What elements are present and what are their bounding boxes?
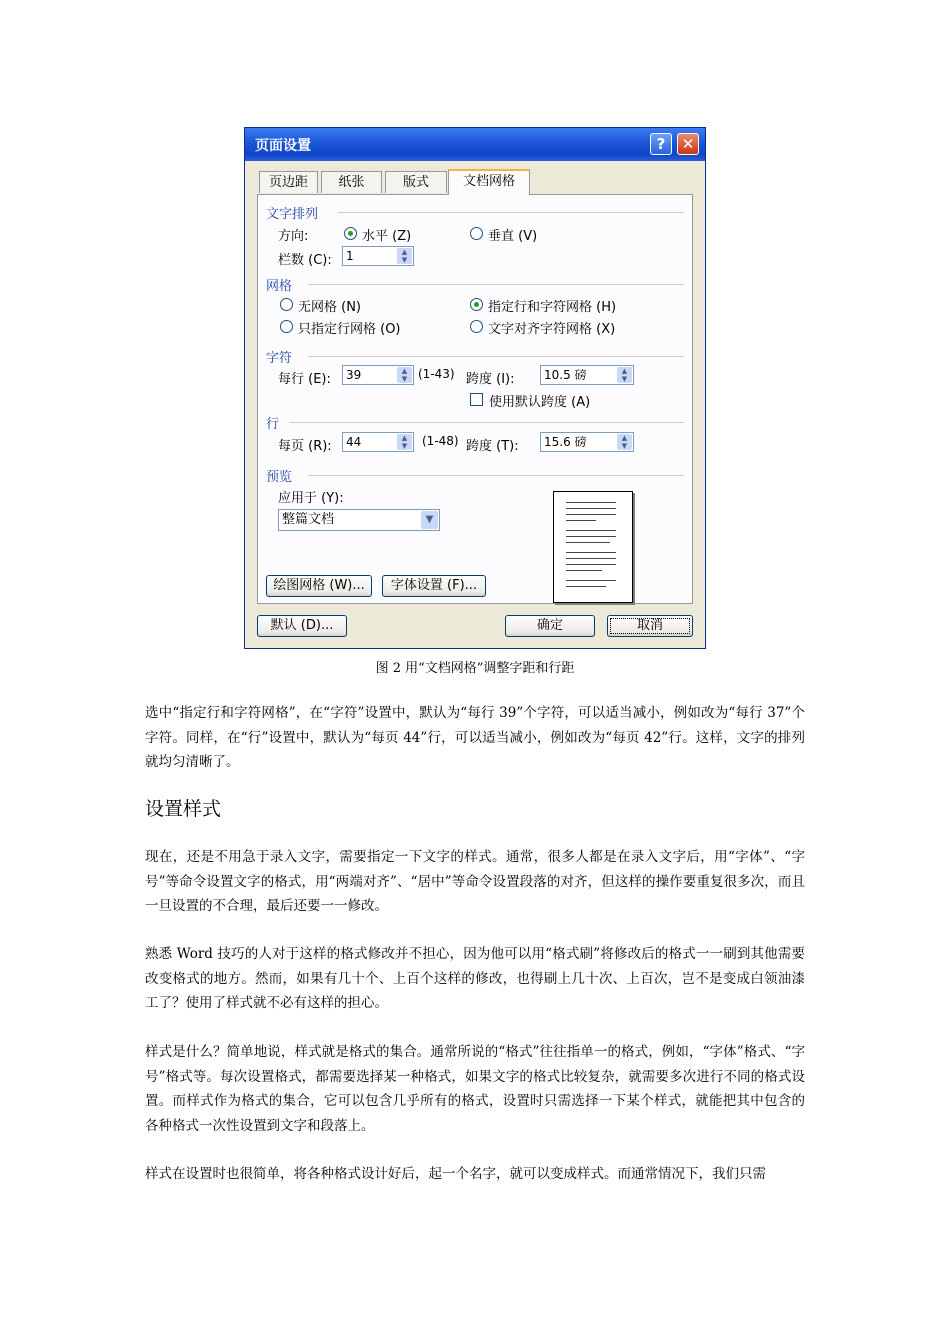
divider [338, 212, 684, 213]
chevron-down-icon[interactable]: ▼ [421, 511, 438, 529]
char-pitch-label: 跨度 (I): [466, 372, 515, 387]
font-settings-button[interactable]: 字体设置 (F)... [382, 575, 486, 597]
chars-per-line-stepper[interactable] [342, 365, 414, 385]
lines-per-page-stepper[interactable] [342, 432, 414, 452]
divider [290, 422, 684, 423]
snap-to-chars-label: 文字对齐字符网格 (X) [488, 322, 616, 337]
vertical-radio[interactable] [470, 227, 483, 240]
drawing-grid-button[interactable]: 绘图网格 (W)... [266, 575, 372, 597]
paragraph: 现在，还是不用急于录入文字，需要指定一下文字的样式。通常，很多人都是在录入文字后，用“字体”、“字号”等命令设置文字的格式，用“两端对齐”、“居中”等命令设置段落的对齐，但这样的操作要重复很多次，而且一旦设置的不合理，最后还要一一修改。 [145, 849, 805, 914]
chars-per-line-label: 每行 (E): [278, 372, 331, 387]
columns-label: 栏数 (C): [278, 253, 332, 268]
tab-layout[interactable]: 版式 [385, 171, 447, 193]
spin-arrows-icon[interactable]: ▲ ▼ [617, 367, 632, 383]
horizontal-radio[interactable] [344, 227, 357, 240]
apply-to-value: 整篇文档 [282, 512, 335, 527]
paragraph: 样式在设置时也很简单，将各种格式设计好后，起一个名字，就可以变成样式。而通常情况下，我们只需 [145, 1166, 766, 1182]
chars-per-line-value: 39 [346, 368, 362, 382]
line-pitch-label: 跨度 (T): [466, 439, 519, 454]
line-pitch-value: 15.6 磅 [544, 435, 587, 449]
divider [308, 475, 684, 476]
lines-range: (1-48) [422, 434, 459, 448]
spin-arrows-icon[interactable]: ▲ ▼ [397, 434, 412, 450]
ok-button[interactable]: 确定 [505, 615, 595, 637]
page-setup-dialog [244, 127, 706, 649]
section-preview: 预览 [266, 470, 293, 485]
spin-arrows-icon[interactable]: ▲ ▼ [397, 248, 412, 264]
char-pitch-value: 10.5 磅 [544, 368, 587, 382]
lines-and-chars-label: 指定行和字符网格 (H) [488, 300, 617, 315]
char-pitch-stepper[interactable] [540, 365, 634, 385]
direction-label: 方向: [278, 229, 309, 244]
lines-only-label: 只指定行网格 (O) [298, 322, 401, 337]
no-grid-radio[interactable] [280, 298, 293, 311]
section-text-flow: 文字排列 [266, 207, 319, 222]
paragraph: 样式是什么？简单地说，样式就是格式的集合。通常所说的“格式”往往指单一的格式，例如，“字体”格式、“字号”格式等。每次设置格式，都需要选择某一种格式，如果文字的格式比较复杂，就需要多次进行不同的格式设置。而样式作为格式的集合，它可以包含几乎所有的格式，设置时只需选择一下某个样式，就能把其中包含的各种格式一次性设置到文字和段落上。 [145, 1044, 805, 1134]
vertical-label: 垂直 (V) [488, 229, 538, 244]
help-button[interactable]: ? [650, 133, 672, 155]
divider [308, 356, 684, 357]
section-lines: 行 [266, 417, 280, 432]
lines-per-page-label: 每页 (R): [278, 439, 332, 454]
apply-to-label: 应用于 (Y): [278, 491, 344, 506]
dialog-title: 页面设置 [255, 138, 311, 154]
default-button[interactable]: 默认 (D)... [257, 615, 347, 637]
tab-panel [257, 194, 693, 604]
divider [308, 284, 684, 285]
section-heading: 设置样式 [145, 798, 222, 820]
paragraph: 选中“指定行和字符网格”，在“字符”设置中，默认为“每行 39”个字符，可以适当减小，例如改为“每行 37”个字符。同样，在“行”设置中，默认为“每页 44”行，可以适当减小，例如改为“每页 42”行。这样，文字的排列就均匀清晰了。 [145, 705, 805, 770]
apply-to-select[interactable] [278, 509, 440, 531]
tab-paper[interactable]: 纸张 [321, 171, 382, 193]
title-bar[interactable] [245, 128, 705, 161]
lines-per-page-value: 44 [346, 435, 362, 449]
tab-document-grid[interactable]: 文档网格 [448, 169, 530, 195]
spin-arrows-icon[interactable]: ▲ ▼ [397, 367, 412, 383]
horizontal-label: 水平 (Z) [362, 229, 412, 244]
no-grid-label: 无网格 (N) [298, 300, 362, 315]
default-pitch-checkbox[interactable] [470, 393, 483, 406]
paragraph: 熟悉 Word 技巧的人对于这样的格式修改并不担心，因为他可以用“格式刷”将修改后的格式一一刷到其他需要改变格式的地方。然而，如果有几十个、上百个这样的修改，也得刷上几十次、上百次，岂不是变成白领油漆工了？使用了样式就不必有这样的担心。 [145, 946, 805, 1011]
tab-margins[interactable]: 页边距 [259, 171, 318, 193]
columns-value: 1 [346, 249, 354, 263]
lines-and-chars-radio[interactable] [470, 298, 483, 311]
snap-to-chars-radio[interactable] [470, 320, 483, 333]
spin-arrows-icon[interactable]: ▲ ▼ [617, 434, 632, 450]
line-pitch-stepper[interactable] [540, 432, 634, 452]
close-button[interactable]: ✕ [677, 133, 699, 155]
figure-caption: 图 2 用“文档网格”调整字距和行距 [375, 661, 575, 676]
section-characters: 字符 [266, 351, 293, 366]
chars-range: (1-43) [418, 367, 455, 381]
default-pitch-label: 使用默认跨度 (A) [489, 395, 591, 410]
columns-stepper[interactable] [342, 246, 414, 266]
section-grid: 网格 [266, 279, 293, 294]
lines-only-radio[interactable] [280, 320, 293, 333]
cancel-button[interactable]: 取消 [607, 615, 693, 637]
page-preview [553, 491, 633, 603]
